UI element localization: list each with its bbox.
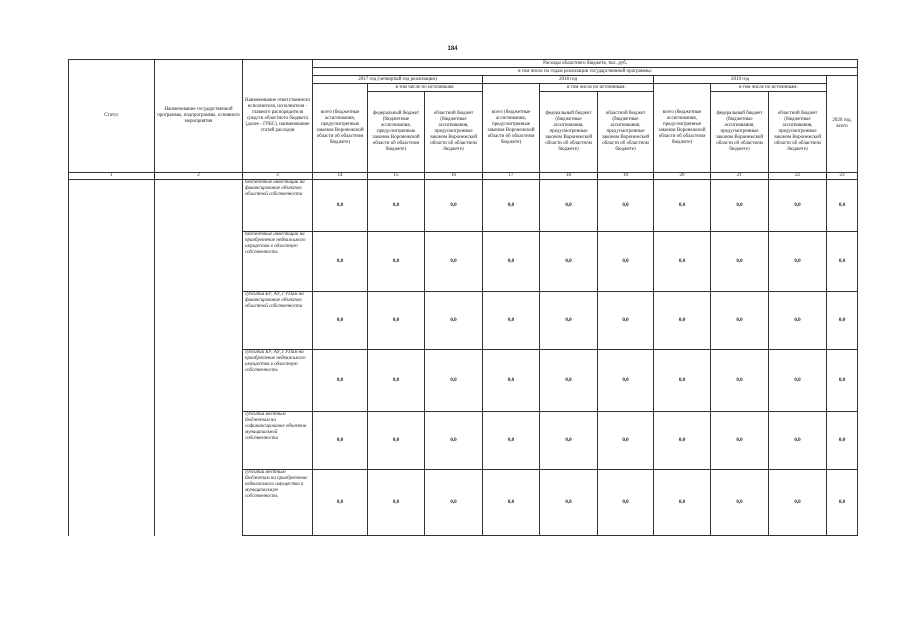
header-total-2018: всего (бюджетные ассигнования, предусмотренные законом Воронежской области об областном бюджете) (483, 84, 540, 173)
value-cell: 0,0 (483, 412, 540, 470)
value-cell: 0,0 (654, 180, 711, 232)
value-cell: 0,0 (368, 180, 425, 232)
value-cell: 0,0 (769, 412, 827, 470)
value-cell: 0,0 (425, 470, 483, 536)
value-cell: 0,0 (654, 292, 711, 350)
value-cell: 0,0 (827, 470, 858, 536)
header-program: Наименование государственной программы, подпрограммы, основного мероприятия (155, 60, 243, 173)
program-cell (155, 412, 243, 470)
column-number: 23 (827, 173, 858, 180)
value-cell: 0,0 (711, 350, 769, 412)
program-cell (155, 180, 243, 232)
header-federal-2019: федеральный бюджет (бюджетные ассигнования, предусмотренные законом Воронежской области об областном бюджете) (711, 92, 769, 173)
table-row (69, 470, 858, 536)
header-regional-2019: областной бюджет (бюджетные ассигнования, предусмотренные законом Воронежской области об областном бюджете) (769, 92, 827, 173)
value-cell: 0,0 (540, 350, 598, 412)
value-cell: 0,0 (654, 350, 711, 412)
value-cell: 0,0 (598, 232, 654, 292)
value-cell: 0,0 (368, 412, 425, 470)
value-cell: 0,0 (598, 292, 654, 350)
table-row (69, 232, 858, 292)
column-number: 19 (598, 173, 654, 180)
value-cell: 0,0 (368, 470, 425, 536)
header-sources-2019: в том числе по источникам: (711, 84, 827, 92)
value-cell: 0,0 (313, 350, 368, 412)
header-expenses-title: Расходы областного бюджета, тыс. руб. (313, 60, 858, 68)
value-cell: 0,0 (654, 412, 711, 470)
value-cell: 0,0 (598, 470, 654, 536)
column-number: 2 (155, 173, 243, 180)
status-cell (69, 232, 155, 292)
column-number: 20 (654, 173, 711, 180)
column-number: 3 (243, 173, 313, 180)
value-cell: 0,0 (368, 292, 425, 350)
expense-item-cell: бюджетные инвестиции на финансирование объектов областной собственности (243, 180, 313, 232)
header-total-2017: всего (бюджетные ассигнования, предусмотренные законом Воронежской области об областном бюджете) (313, 84, 368, 173)
value-cell: 0,0 (827, 412, 858, 470)
header-regional-2018: областной бюджет (бюджетные ассигнования, предусмотренные законом Воронежской области об областном бюджете) (598, 92, 654, 173)
header-by-years: в том числе по годам реализации государственной программы: (313, 68, 858, 76)
status-cell (69, 350, 155, 412)
table-row (69, 292, 858, 350)
program-cell (155, 350, 243, 412)
value-cell: 0,0 (425, 350, 483, 412)
header-year-2018: 2018 год (483, 76, 654, 84)
value-cell: 0,0 (540, 470, 598, 536)
column-number: 17 (483, 173, 540, 180)
value-cell: 0,0 (827, 350, 858, 412)
status-cell (69, 470, 155, 536)
value-cell: 0,0 (313, 180, 368, 232)
column-number: 1 (69, 173, 155, 180)
value-cell: 0,0 (827, 180, 858, 232)
value-cell: 0,0 (654, 470, 711, 536)
expense-item-cell: субсидии местным бюджетам на приобретение недвижимого имущества в муниципальную собственность (243, 470, 313, 536)
value-cell: 0,0 (827, 292, 858, 350)
program-cell (155, 292, 243, 350)
value-cell: 0,0 (368, 232, 425, 292)
status-cell (69, 180, 155, 232)
value-cell: 0,0 (769, 470, 827, 536)
value-cell: 0,0 (483, 350, 540, 412)
data-rows (69, 180, 858, 536)
column-numbers-row (69, 173, 858, 180)
value-cell: 0,0 (483, 470, 540, 536)
value-cell: 0,0 (769, 232, 827, 292)
column-number: 16 (425, 173, 483, 180)
header-status: Статус (69, 60, 155, 173)
value-cell: 0,0 (711, 412, 769, 470)
value-cell: 0,0 (711, 470, 769, 536)
expense-item-cell: субсидии БУ, АУ, ГУПам на приобретение недвижимого имущества в областную собственность (243, 350, 313, 412)
column-number: 21 (711, 173, 769, 180)
value-cell: 0,0 (711, 232, 769, 292)
header-federal-2018: федеральный бюджет (бюджетные ассигнования, предусмотренные законом Воронежской области об областном бюджете) (540, 92, 598, 173)
value-cell: 0,0 (540, 292, 598, 350)
column-number: 15 (368, 173, 425, 180)
value-cell: 0,0 (540, 232, 598, 292)
expense-item-cell: бюджетные инвестиции на приобретение недвижимого имущества в областную собственность (243, 232, 313, 292)
header-federal-2017: федеральный бюджет (бюджетные ассигнования, предусмотренные законом Воронежской области об областном бюджете) (368, 92, 425, 173)
value-cell: 0,0 (483, 292, 540, 350)
value-cell: 0,0 (425, 412, 483, 470)
value-cell: 0,0 (769, 180, 827, 232)
expense-item-cell: субсидии местным бюджетам на софинансирование объектов муниципальной собственности (243, 412, 313, 470)
value-cell: 0,0 (598, 180, 654, 232)
value-cell: 0,0 (711, 180, 769, 232)
value-cell: 0,0 (313, 412, 368, 470)
column-number: 14 (313, 173, 368, 180)
value-cell: 0,0 (769, 292, 827, 350)
value-cell: 0,0 (313, 292, 368, 350)
value-cell: 0,0 (711, 292, 769, 350)
header-regional-2017: областной бюджет (бюджетные ассигнования, предусмотренные законом Воронежской области об областном бюджете) (425, 92, 483, 173)
header-year-2017: 2017 год (четвертый год реализации) (313, 76, 483, 84)
table-row (69, 350, 858, 412)
value-cell: 0,0 (425, 232, 483, 292)
value-cell: 0,0 (827, 232, 858, 292)
status-cell (69, 412, 155, 470)
value-cell: 0,0 (425, 292, 483, 350)
table-row (69, 412, 858, 470)
header-sources-2017: в том числе по источникам: (368, 84, 483, 92)
header-year-2019: 2019 год (654, 76, 827, 84)
header-responsible: Наименование ответственного исполнителя, исполнителя - главного распорядителя средств областного бюджета (далее - ГРБС), наименование статей расходов (243, 60, 313, 173)
budget-table (68, 59, 858, 536)
value-cell: 0,0 (313, 232, 368, 292)
value-cell: 0,0 (540, 412, 598, 470)
column-number: 18 (540, 173, 598, 180)
program-cell (155, 470, 243, 536)
value-cell: 0,0 (654, 232, 711, 292)
status-cell (69, 292, 155, 350)
value-cell: 0,0 (483, 180, 540, 232)
value-cell: 0,0 (598, 412, 654, 470)
value-cell: 0,0 (313, 470, 368, 536)
value-cell: 0,0 (540, 180, 598, 232)
table-row (69, 180, 858, 232)
value-cell: 0,0 (425, 180, 483, 232)
program-cell (155, 232, 243, 292)
header-total-2019: всего (бюджетные ассигнования, предусмотренные законом Воронежской области об областном бюджете) (654, 84, 711, 173)
value-cell: 0,0 (368, 350, 425, 412)
column-number: 22 (769, 173, 827, 180)
expense-item-cell: субсидии БУ, АУ, ГУПам на финансирование объектов областной собственности (243, 292, 313, 350)
header-sources-2018: в том числе по источникам: (540, 84, 654, 92)
value-cell: 0,0 (483, 232, 540, 292)
value-cell: 0,0 (769, 350, 827, 412)
page-number: 184 (447, 46, 458, 52)
header-2020-total: 2020 год, всего (827, 76, 858, 173)
value-cell: 0,0 (598, 350, 654, 412)
